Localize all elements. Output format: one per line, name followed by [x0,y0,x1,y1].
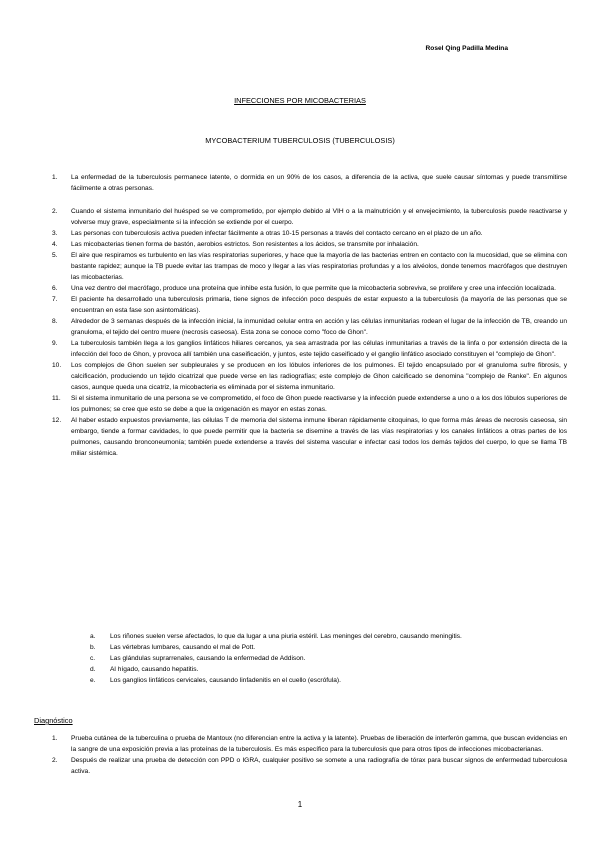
list-item-number: 6. [52,285,58,292]
list-item [52,733,567,755]
list-item [52,250,567,283]
list-item-number: 1. [52,174,58,181]
sublist-item [90,631,560,642]
sublist-item [90,675,560,686]
list-item-text: Las micobacterias tienen forma de bastón, aerobios estrictos. Son resistentes a los ácidos, se transmite por inhalación. [71,241,419,248]
numbered-list-diagnostico [52,733,567,777]
diagnostico-heading: Diagnóstico [34,716,73,725]
document-title: INFECCIONES POR MICOBACTERIAS [234,96,366,105]
sublist-item-letter: c. [90,655,96,662]
numbered-list-main [52,172,567,459]
list-item-text: Prueba cutánea de la tuberculina o prueba de Mantoux (no diferencian entre la activa y la latente). Pruebas de liberación de interferón gamma, que buscan evidencias en la sangre de una exposición previa a las proteínas de la tuberculosis. Es más específico para la tuberculosis que para otros tipos de infecciones micobacterianas. [71,735,567,753]
list-item-number: 8. [52,318,58,325]
list-item-number: 10. [52,362,62,369]
list-item-number: 3. [52,230,58,237]
list-item-text: Alrededor de 3 semanas después de la infección inicial, la inmunidad celular entra en acción y las células inmunitarias rodean el lugar de la infección de TB, creando un granuloma, el tejido del centro muere (necrosis caseosa). Esta zona se conoce como "foco de Ghon". [71,318,567,336]
sublist-item-text: Las glándulas suprarrenales, causando la enfermedad de Addison. [110,655,306,662]
list-item-number: 5. [52,252,58,259]
list-item-text: La enfermedad de la tuberculosis permanece latente, o dormida en un 90% de los casos, a diferencia de la activa, que suele causar síntomas y puede transmitirse fácilmente a otras personas. [71,174,567,192]
list-item-text: Cuando el sistema inmunitario del huésped se ve comprometido, por ejemplo debido al VIH o a la malnutrición y el envejecimiento, la tuberculosis puede reactivarse y volverse muy grave, especialmente si la infección se extiende por el cuerpo. [71,208,567,226]
sublist-item-letter: d. [90,666,96,673]
sublist-item [90,664,560,675]
list-item [52,228,567,239]
list-item-text: Al haber estado expuestos previamente, las células T de memoria del sistema inmune liberan rápidamente citoquinas, lo que forma más áreas de necrosis caseosa, sin embargo, tiende a formar cavidades, lo que puede permitir que la bacteria se disemine a través de las vías respiratorias y los canales linfáticos a otras partes de los pulmones, causando bronconeumonía; también puede extenderse a través del sistema vascular e infectar casi todos los demás tejidos del cuerpo, lo que se llama TB miliar sistémica. [71,417,567,457]
sublist-item-text: Los riñones suelen verse afectados, lo que da lugar a una piuria estéril. Las meninges del cerebro, causando meningitis. [110,633,462,640]
section-title: MYCOBACTERIUM TUBERCULOSIS (TUBERCULOSIS) [205,136,395,145]
list-item-number: 2. [52,208,58,215]
sublist-item-text: Las vértebras lumbares, causando el mal de Pott. [110,644,256,651]
sublist-item-letter: a. [90,633,96,640]
sublist-item [90,653,560,664]
author-name: Rosel Qing Padilla Medina [425,45,508,52]
list-item-text: Si el sistema inmunitario de una persona se ve comprometido, el foco de Ghon puede reactivarse y la infección puede extenderse a uno o a los dos lóbulos superiores de los pulmones; se cree que esto se debe a que la oxigenación es mayor en estas zonas. [71,395,567,413]
list-item-number: 1. [52,735,58,742]
list-item [52,316,567,338]
list-item [52,755,567,777]
list-item-text: La tuberculosis también llega a los ganglios linfáticos hiliares cercanos, ya sea arrastrada por las células inmunitarias a través de la linfa o por extensión directa de la infección del foco de Ghon, y provoca allí también una caseificación, y juntos, este tejido caseificado y el ganglio linfático asociado constituyen el "complejo de Ghon". [71,340,567,358]
list-item [52,360,567,393]
sublist-item-text: Al hígado, causando hepatitis. [110,666,199,673]
sublist-item-text: Los ganglios linfáticos cervicales, causando linfadenitis en el cuello (escrófula). [110,677,341,684]
list-item [52,415,567,459]
lettered-sublist [90,631,560,686]
list-item-number: 9. [52,340,58,347]
list-item-number: 2. [52,757,58,764]
list-item-text: Después de realizar una prueba de detección con PPD o IGRA, cualquier positivo se somete a una radiografía de tórax para buscar signos de enfermedad tuberculosa activa. [71,757,567,775]
list-item-text: Una vez dentro del macrófago, produce una proteína que inhibe esta fusión, lo que permite que la micobacteria sobreviva, se prolifere y cree una infección localizada. [71,285,556,292]
list-item-text: Los complejos de Ghon suelen ser subpleurales y se producen en los lóbulos inferiores de los pulmones. El tejido encapsulado por el granuloma sufre fibrosis, y calcificación, produciendo un tejido cicatrizal que puede verse en las radiografías; este complejo de Ghon calcificado se denomina "complejo de Ranke". En algunos casos, aunque queda una cicatriz, la micobacteria es eliminada por el sistema inmunitario. [71,362,567,391]
list-item [52,206,567,228]
list-item-text: El paciente ha desarrollado una tuberculosis primaria, tiene signos de infección poco después de estar expuesto a la tuberculosis (la mayoría de las personas que se encuentran en esta fase son asintomáticas). [71,296,567,314]
list-item [52,393,567,415]
sublist-item-letter: e. [90,677,96,684]
list-item-number: 7. [52,296,58,303]
list-item [52,338,567,360]
page-number: 1 [297,800,303,809]
list-item [52,294,567,316]
list-item [52,283,567,294]
list-item-text: Las personas con tuberculosis activa pueden infectar fácilmente a otras 10-15 personas a través del contacto cercano en el plazo de un año. [71,230,483,237]
list-item-number: 4. [52,241,58,248]
list-item [52,239,567,250]
list-item-number: 11. [52,395,61,402]
list-item [52,172,567,194]
sublist-item [90,642,560,653]
sublist-item-letter: b. [90,644,96,651]
list-item-text: El aire que respiramos es turbulento en las vías respiratorias superiores, y hace que la mayoría de las bacterias entren en contacto con la mucosidad, que se elimina con bastante rapidez; aunque la TB puede evitar las trampas de moco y llegar a las vías respiratorias profundas y a los alvéolos, donde tenemos macrófagos que destruyen las micobacterias. [71,252,567,281]
list-item-number: 12. [52,417,62,424]
